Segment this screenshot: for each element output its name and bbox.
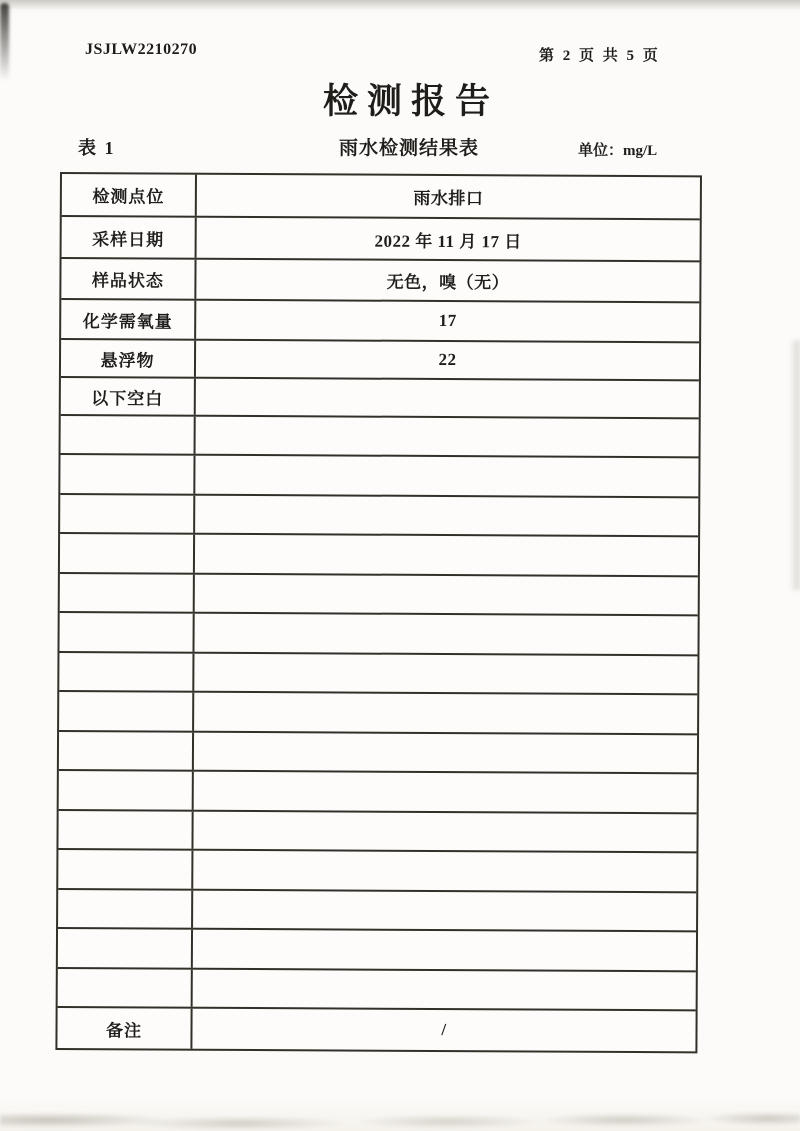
row-label <box>58 890 193 928</box>
scan-artifact-bottom-edge <box>0 1100 800 1131</box>
row-value: 22 <box>438 349 457 370</box>
row-label <box>59 653 194 691</box>
row-value <box>193 930 696 970</box>
table-row-sample-state <box>61 257 699 301</box>
table-row-empty <box>60 572 698 615</box>
row-value <box>194 772 697 812</box>
row-value <box>194 614 697 654</box>
table-row-empty <box>58 967 696 1010</box>
row-value: 2022 年 11 月 17 日 <box>374 231 522 251</box>
table-title: 雨水检测结果表 <box>338 138 479 159</box>
table-row-sampling-date <box>62 215 700 260</box>
row-value <box>195 575 698 615</box>
row-label <box>61 416 196 454</box>
report-number: JSJLW2210270 <box>85 41 198 58</box>
row-label <box>60 455 195 493</box>
row-label: 化学需氧量 <box>61 300 196 339</box>
report-title: 检测报告 <box>322 82 499 121</box>
row-value <box>193 969 696 1009</box>
row-value <box>196 417 699 457</box>
table-row-remarks <box>57 1006 695 1051</box>
table-row-empty <box>60 453 698 496</box>
scan-artifact-top-edge <box>0 0 800 10</box>
table-row-cod <box>61 298 699 341</box>
row-label <box>59 692 194 730</box>
table-row-blank-below <box>61 376 699 417</box>
row-label: 样品状态 <box>61 259 196 299</box>
row-value: 雨水排口 <box>413 188 484 209</box>
table-row-empty <box>59 730 697 773</box>
row-label <box>58 811 193 849</box>
table-caption-row <box>0 131 800 161</box>
table-row-empty <box>59 690 697 733</box>
row-label: 悬浮物 <box>61 340 196 377</box>
row-value: / <box>441 1020 447 1040</box>
row-label <box>58 969 193 1007</box>
table-row-suspended-solids <box>61 338 699 379</box>
row-label <box>58 929 193 967</box>
row-value <box>194 654 697 694</box>
row-label <box>59 732 194 770</box>
table-row-empty <box>58 927 696 970</box>
row-value <box>195 496 698 536</box>
row-label: 以下空白 <box>61 378 196 415</box>
table-row-empty <box>58 848 696 891</box>
table-row-empty <box>59 769 697 812</box>
table-row-empty <box>60 493 698 536</box>
page-indicator: 第 2 页 共 5 页 <box>539 48 659 64</box>
table-row-monitoring-point <box>62 174 700 218</box>
row-label: 采样日期 <box>62 217 197 258</box>
row-label <box>59 613 194 651</box>
row-value <box>193 890 696 930</box>
row-label <box>60 534 195 572</box>
row-value <box>195 456 698 496</box>
row-value <box>195 535 698 575</box>
row-label <box>59 771 194 809</box>
table-row-empty <box>58 888 696 931</box>
table-row-empty <box>59 611 697 654</box>
scan-artifact-right-edge <box>789 340 800 590</box>
row-value <box>196 379 699 418</box>
results-table <box>55 172 702 1053</box>
row-value: 17 <box>438 310 457 331</box>
row-label <box>60 495 195 533</box>
row-label: 检测点位 <box>62 174 197 216</box>
row-label <box>58 850 193 888</box>
table-number-label: 表 1 <box>78 138 116 158</box>
table-row-empty <box>58 809 696 852</box>
row-value <box>193 851 696 891</box>
row-label: 备注 <box>57 1008 192 1049</box>
table-row-empty <box>59 651 697 694</box>
table-row-empty <box>60 532 698 575</box>
row-label <box>60 574 195 612</box>
row-value <box>194 693 697 733</box>
row-value: 无色，嗅（无） <box>386 272 510 293</box>
row-value <box>193 811 696 851</box>
unit-label: 单位：mg/L <box>578 143 658 159</box>
row-value <box>194 732 697 772</box>
table-row-empty <box>61 414 699 457</box>
scan-artifact-corner-smudge <box>0 3 9 81</box>
